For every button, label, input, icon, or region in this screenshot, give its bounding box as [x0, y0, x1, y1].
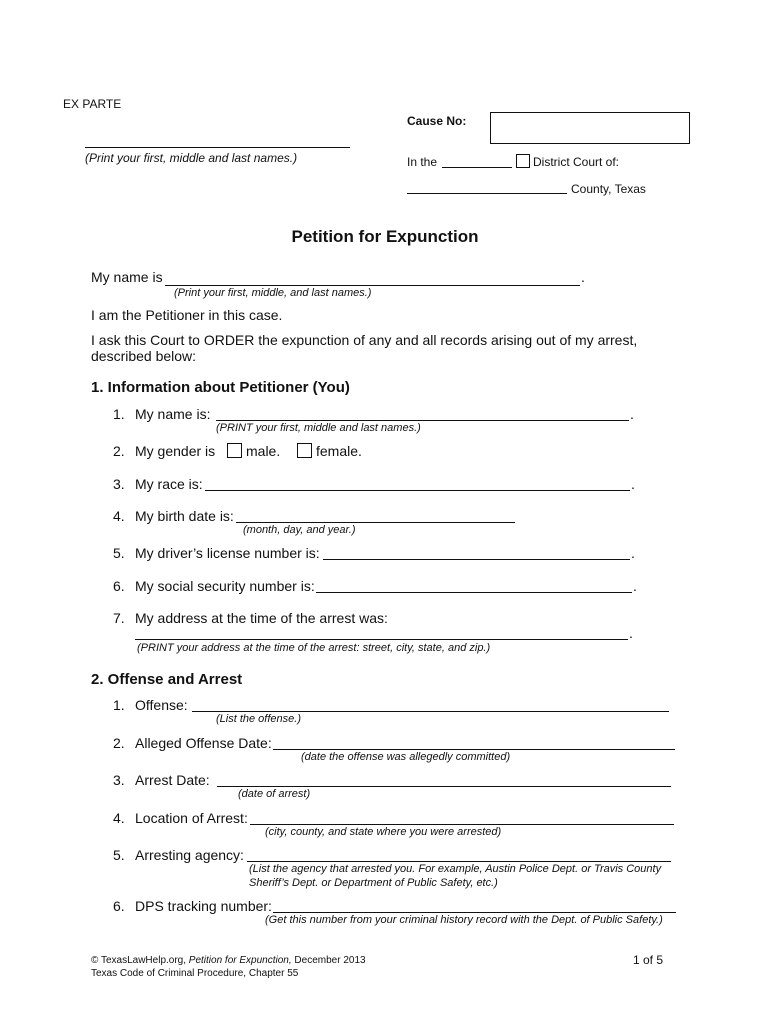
period: .	[631, 476, 635, 492]
in-the-label: In the	[407, 155, 438, 169]
period: .	[633, 578, 637, 594]
alleged-offense-date-line[interactable]	[273, 749, 675, 750]
location-of-arrest-hint: (city, county, and state where you were arrested)	[265, 826, 502, 838]
petitioner-statement: I am the Petitioner in this case.	[91, 307, 283, 323]
race-label: My race is:	[135, 476, 203, 492]
ssn-line[interactable]	[316, 592, 632, 593]
court-number-line[interactable]	[442, 167, 512, 168]
item-number: 5.	[113, 545, 125, 561]
period: .	[630, 406, 634, 422]
footer-copyright-prefix: © TexasLawHelp.org,	[91, 955, 187, 966]
my-name-line[interactable]	[165, 285, 580, 286]
item-number: 6.	[113, 578, 125, 594]
section-1-heading: 1. Information about Petitioner (You)	[91, 379, 350, 396]
arrest-date-hint: (date of arrest)	[238, 788, 311, 800]
item-number: 1.	[113, 406, 125, 422]
item-number: 3.	[113, 476, 125, 492]
ex-parte-name-line[interactable]	[85, 147, 350, 148]
address-line[interactable]	[135, 639, 628, 640]
arrest-date-line[interactable]	[217, 786, 671, 787]
ask-line-1: I ask this Court to ORDER the expunction of any and all records arising out of my arrest,	[91, 332, 638, 348]
my-name-hint: (Print your first, middle, and last names.)	[174, 287, 372, 299]
district-court-label: District Court of:	[533, 155, 620, 169]
item-number: 2.	[113, 443, 125, 459]
item-number: 3.	[113, 772, 125, 788]
drivers-license-label: My driver’s license number is:	[135, 545, 320, 561]
footer-copyright-title: Petition for Expunction,	[188, 955, 292, 966]
county-line[interactable]	[407, 193, 567, 194]
ex-parte-label: EX PARTE	[63, 97, 122, 111]
district-court-checkbox[interactable]	[516, 154, 530, 168]
ex-parte-name-hint: (Print your first, middle and last names.)	[85, 151, 298, 165]
item-number: 5.	[113, 847, 125, 863]
footer-copyright-date: December 2013	[294, 955, 366, 966]
period: .	[581, 269, 585, 285]
cause-no-field[interactable]	[490, 112, 690, 144]
section-2-heading: 2. Offense and Arrest	[91, 671, 243, 688]
gender-female-label: female.	[316, 443, 362, 459]
name-hint: (PRINT your first, middle and last names.)	[216, 422, 421, 434]
arresting-agency-label: Arresting agency:	[135, 847, 244, 863]
footer-copyright	[91, 955, 366, 966]
ssn-label: My social security number is:	[135, 578, 315, 594]
dps-tracking-hint: (Get this number from your criminal history record with the Dept. of Public Safety.)	[265, 914, 663, 926]
birth-date-hint: (month, day, and year.)	[243, 524, 356, 536]
arresting-agency-hint-1: (List the agency that arrested you. For example, Austin Police Dept. or Travis County	[249, 863, 662, 875]
item-number: 1.	[113, 697, 125, 713]
offense-line[interactable]	[192, 711, 669, 712]
gender-male-checkbox[interactable]	[227, 443, 242, 458]
arresting-agency-line[interactable]	[247, 861, 671, 862]
arresting-agency-hint-2: Sheriff’s Dept. or Department of Public Safety, etc.)	[249, 877, 498, 889]
address-label: My address at the time of the arrest was:	[135, 610, 388, 626]
ask-line-2: described below:	[91, 348, 197, 364]
footer-code-line: Texas Code of Criminal Procedure, Chapter 55	[91, 968, 299, 979]
item-number: 4.	[113, 810, 125, 826]
my-name-is-label: My name is	[91, 269, 163, 285]
arrest-date-label: Arrest Date:	[135, 772, 210, 788]
dps-tracking-label: DPS tracking number:	[135, 898, 272, 914]
page-number: 1 of 5	[633, 953, 664, 967]
gender-male-label: male.	[246, 443, 281, 459]
drivers-license-line[interactable]	[323, 559, 630, 560]
gender-female-checkbox[interactable]	[297, 443, 312, 458]
page-title: Petition for Expunction	[291, 227, 479, 246]
birth-date-label: My birth date is:	[135, 508, 234, 524]
location-of-arrest-line[interactable]	[250, 824, 674, 825]
name-line[interactable]	[216, 420, 629, 421]
period: .	[629, 625, 633, 641]
name-label: My name is:	[135, 406, 211, 422]
period: .	[631, 545, 635, 561]
cause-no-label: Cause No:	[407, 114, 467, 128]
gender-label: My gender is	[135, 443, 216, 459]
item-number: 7.	[113, 610, 125, 626]
offense-label: Offense:	[135, 697, 188, 713]
race-line[interactable]	[205, 490, 630, 491]
item-number: 2.	[113, 735, 125, 751]
birth-date-line[interactable]	[236, 522, 515, 523]
item-number: 4.	[113, 508, 125, 524]
alleged-offense-date-hint: (date the offense was allegedly committed)	[301, 751, 511, 763]
address-hint: (PRINT your address at the time of the arrest: street, city, state, and zip.)	[137, 642, 491, 654]
alleged-offense-date-label: Alleged Offense Date:	[135, 735, 272, 751]
item-number: 6.	[113, 898, 125, 914]
offense-hint: (List the offense.)	[216, 713, 301, 725]
dps-tracking-line[interactable]	[273, 912, 676, 913]
location-of-arrest-label: Location of Arrest:	[135, 810, 248, 826]
county-texas-label: County, Texas	[571, 182, 646, 196]
